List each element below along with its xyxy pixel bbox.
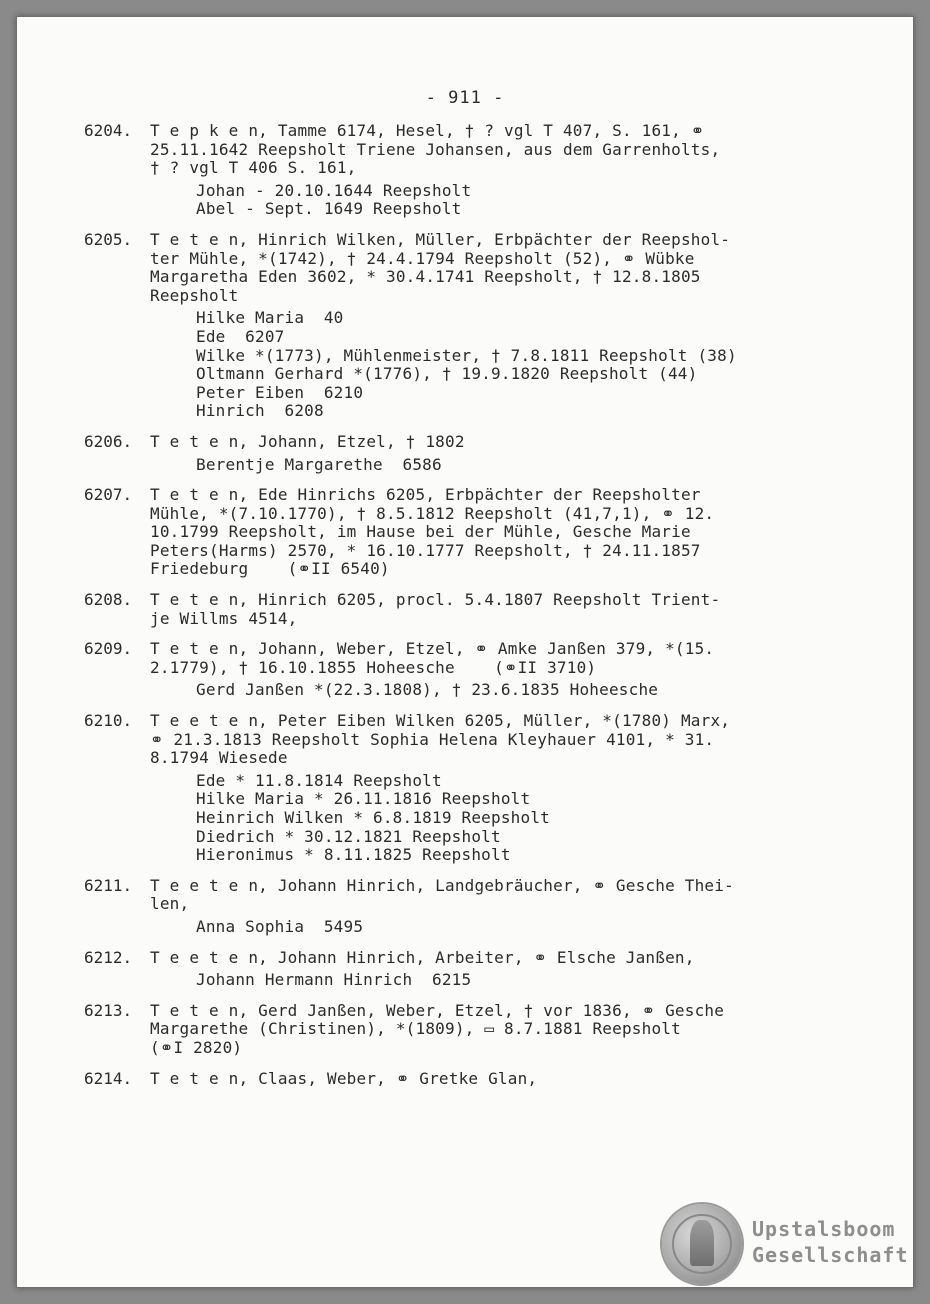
child-line: Gerd Janßen *(22.3.1808), † 23.6.1835 Hoheesche xyxy=(196,680,659,700)
genealogy-entry xyxy=(84,486,844,579)
entry-body xyxy=(150,591,844,628)
entry-text-line: ter Mühle, *(1742), † 24.4.1794 Reepsholt (52), ⚭ Wübke xyxy=(150,248,695,268)
entry-row xyxy=(84,1070,844,1089)
watermark-brand xyxy=(752,1216,912,1268)
children-list xyxy=(196,772,844,865)
entry-text-line: T e t e n, Hinrich Wilken, Müller, Erbpächter der Reepshol- xyxy=(150,229,731,249)
child-line: Abel - Sept. 1649 Reepsholt xyxy=(196,199,462,219)
children-list xyxy=(196,182,844,219)
genealogy-entry xyxy=(84,712,844,865)
entry-text-line: Mühle, *(7.10.1770), † 8.5.1812 Reepsholt (41,7,1), ⚭ 12. xyxy=(150,503,715,523)
entry-body xyxy=(150,712,844,865)
entry-text-line: T e e t e n, Peter Eiben Wilken 6205, Müller, *(1780) Marx, xyxy=(150,711,731,731)
child-line: Ede * 11.8.1814 Reepsholt xyxy=(196,770,442,790)
child-line: Berentje Margarethe 6586 xyxy=(196,454,442,474)
entry-body xyxy=(150,877,844,937)
entry-row xyxy=(84,949,844,990)
child-line: Johann Hermann Hinrich 6215 xyxy=(196,970,472,990)
child-line: Oltmann Gerhard *(1776), † 19.9.1820 Reepsholt (44) xyxy=(196,364,698,384)
entry-number: 6209. xyxy=(84,639,133,659)
children-list xyxy=(196,309,844,421)
entry-body xyxy=(150,949,844,990)
entry-number: 6212. xyxy=(84,947,133,967)
child-line: Hieronimus * 8.11.1825 Reepsholt xyxy=(196,845,511,865)
entry-row xyxy=(84,640,844,700)
entry-number: 6211. xyxy=(84,875,133,895)
entry-row xyxy=(84,433,844,474)
entry-text-line: 10.1799 Reepsholt, im Hause bei der Mühle, Gesche Marie xyxy=(150,522,691,542)
entry-text-line: len, xyxy=(150,894,190,914)
entry-number: 6204. xyxy=(84,121,133,140)
entry-text-line: 25.11.1642 Reepsholt Triene Johansen, aus dem Garrenholts, xyxy=(150,139,721,159)
entry-text-line: T e t e n, Johann, Weber, Etzel, ⚭ Amke Janßen 379, *(15. xyxy=(150,639,715,659)
child-line: Peter Eiben 6210 xyxy=(196,382,364,402)
children-list xyxy=(196,681,844,700)
genealogy-entry xyxy=(84,949,844,990)
entry-body xyxy=(150,486,844,579)
entry-number: 6213. xyxy=(84,1000,133,1020)
entry-row xyxy=(84,122,844,219)
entry-number: 6214. xyxy=(84,1068,133,1088)
entry-text-line: † ? vgl T 406 S. 161, xyxy=(150,158,357,178)
genealogy-entry xyxy=(84,640,844,700)
entry-text-line: Friedeburg (⚭II 6540) xyxy=(150,559,390,579)
entry-number: 6208. xyxy=(84,590,133,610)
child-line: Hilke Maria * 26.11.1816 Reepsholt xyxy=(196,789,531,809)
child-line: Ede 6207 xyxy=(196,326,285,346)
entry-text-line: T e t e n, Gerd Janßen, Weber, Etzel, † vor 1836, ⚭ Gesche xyxy=(150,1000,725,1020)
child-line: Hilke Maria 40 xyxy=(196,308,344,328)
genealogy-entry xyxy=(84,433,844,474)
entry-row xyxy=(84,1002,844,1058)
entry-text-line: ⚭ 21.3.1813 Reepsholt Sophia Helena Kleyhauer 4101, * 31. xyxy=(150,729,715,749)
entry-list xyxy=(84,122,844,1100)
child-line: Anna Sophia 5495 xyxy=(196,916,364,936)
entry-text-line: T e t e n, Hinrich 6205, procl. 5.4.1807 Reepsholt Trient- xyxy=(150,590,721,610)
genealogy-entry xyxy=(84,231,844,421)
entry-text-line: T e t e n, Johann, Etzel, † 1802 xyxy=(150,431,465,451)
children-list xyxy=(196,971,844,990)
entry-text-line: je Willms 4514, xyxy=(150,608,298,628)
watermark-line-2: Gesellschaft xyxy=(752,1243,909,1267)
entry-row xyxy=(84,486,844,579)
entry-body xyxy=(150,640,844,700)
entry-text-line: 2.1779), † 16.10.1855 Hoheesche (⚭II 3710) xyxy=(150,657,597,677)
entry-text-line: T e e t e n, Johann Hinrich, Arbeiter, ⚭ Elsche Janßen, xyxy=(150,947,695,967)
entry-text-line: T e e t e n, Johann Hinrich, Landgebräucher, ⚭ Gesche Thei- xyxy=(150,875,734,895)
genealogy-entry xyxy=(84,122,844,219)
entry-text-line: T e t e n, Ede Hinrichs 6205, Erbpächter der Reepsholter xyxy=(150,485,701,505)
genealogy-entry xyxy=(84,591,844,628)
entry-row xyxy=(84,591,844,628)
upstalsboom-seal-icon xyxy=(662,1204,742,1284)
entry-text-line: Peters(Harms) 2570, * 16.10.1777 Reepsholt, † 24.11.1857 xyxy=(150,540,701,560)
entry-text-line: T e t e n, Claas, Weber, ⚭ Gretke Glan, xyxy=(150,1068,538,1088)
entry-number: 6207. xyxy=(84,485,133,505)
entry-text-line: Margaretha Eden 3602, * 30.4.1741 Reepsholt, † 12.8.1805 xyxy=(150,267,701,287)
entry-text-line: T e p k e n, Tamme 6174, Hesel, † ? vgl T 407, S. 161, ⚭ xyxy=(150,121,705,140)
entry-text-line: (⚭I 2820) xyxy=(150,1037,243,1057)
children-list xyxy=(196,456,844,475)
child-line: Heinrich Wilken * 6.8.1819 Reepsholt xyxy=(196,808,550,827)
genealogy-entry xyxy=(84,877,844,937)
entry-row xyxy=(84,877,844,937)
entry-number: 6206. xyxy=(84,431,133,451)
document-page xyxy=(16,16,914,1288)
watermark-line-1: Upstalsboom xyxy=(752,1217,896,1241)
child-line: Diedrich * 30.12.1821 Reepsholt xyxy=(196,826,501,846)
entry-body xyxy=(150,1070,844,1089)
entry-body xyxy=(150,231,844,421)
child-line: Johan - 20.10.1644 Reepsholt xyxy=(196,180,472,200)
child-line: Hinrich 6208 xyxy=(196,401,324,421)
entry-number: 6205. xyxy=(84,229,133,249)
children-list xyxy=(196,918,844,937)
child-line: Wilke *(1773), Mühlenmeister, † 7.8.1811 Reepsholt (38) xyxy=(196,345,737,365)
entry-text-line: Reepsholt xyxy=(150,285,239,305)
seal-tree-icon xyxy=(690,1220,714,1266)
entry-row xyxy=(84,712,844,865)
genealogy-entry xyxy=(84,1002,844,1058)
entry-body xyxy=(150,433,844,474)
entry-row xyxy=(84,231,844,421)
entry-text-line: 8.1794 Wiesede xyxy=(150,748,288,768)
entry-number: 6210. xyxy=(84,711,133,731)
genealogy-entry xyxy=(84,1070,844,1089)
entry-body xyxy=(150,122,844,219)
entry-body xyxy=(150,1002,844,1058)
entry-text-line: Margarethe (Christinen), *(1809), ▭ 8.7.1881 Reepsholt xyxy=(150,1019,681,1039)
page-number: - 911 - xyxy=(425,88,505,108)
